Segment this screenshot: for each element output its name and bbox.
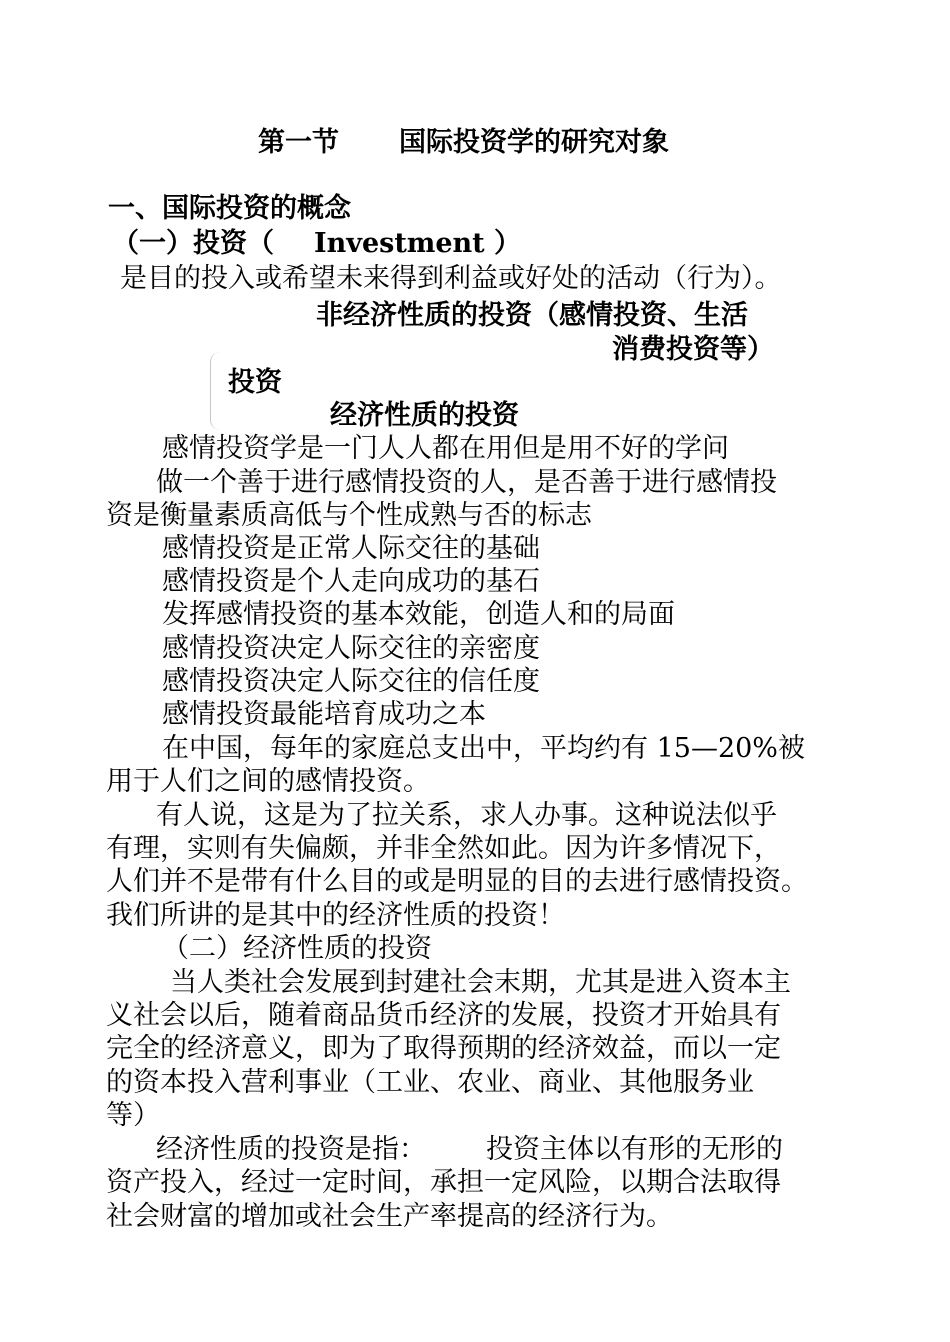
- text-line: 资是衡量素质高低与个性成熟与否的标志: [106, 500, 592, 531]
- section-title-prefix: 第一节: [258, 127, 339, 158]
- diagram-root: 投资: [228, 367, 282, 398]
- section-title: [258, 126, 669, 160]
- diagram-economic: 经济性质的投资: [330, 400, 519, 431]
- definition-para-line-2: 资产投入，经过一定时间，承担一定风险，以期合法取得: [106, 1167, 781, 1198]
- text-line: 义社会以后，随着商品货币经济的发展，投资才开始具有: [106, 1000, 781, 1031]
- text-line: 感情投资决定人际交往的信任度: [162, 666, 540, 697]
- text-line: 等）: [106, 1100, 160, 1131]
- text-line: 用于人们之间的感情投资。: [106, 766, 430, 797]
- text-line: 我们所讲的是其中的经济性质的投资！: [106, 900, 565, 931]
- non-economic-line-1: 非经济性质的投资（感情投资、生活: [316, 300, 748, 331]
- text-line: 有人说，这是为了拉关系，求人办事。这种说法似乎: [156, 800, 777, 831]
- text-line: 感情投资最能培育成功之本: [162, 699, 486, 730]
- text-line: 在中国，每年的家庭总支出中，平均约有 15—20%被: [162, 733, 805, 764]
- subheading-economic: （二）经济性质的投资: [162, 933, 432, 964]
- definition-lead: 经济性质的投资是指：: [156, 1134, 426, 1165]
- text-line: 完全的经济意义，即为了取得预期的经济效益，而以一定: [106, 1033, 781, 1064]
- brace-icon: [210, 352, 223, 430]
- heading-investment-en: Investment ）: [314, 228, 522, 259]
- text-line: 感情投资决定人际交往的亲密度: [162, 633, 540, 664]
- definition-para-line-3: 社会财富的增加或社会生产率提高的经济行为。: [106, 1201, 673, 1232]
- definition-rest: 投资主体以有形的无形的: [486, 1134, 783, 1165]
- definition-para-line-1: [156, 1133, 783, 1167]
- definition-line: 是目的投入或希望未来得到利益或好处的活动（行为）。: [120, 263, 782, 294]
- text-line: 有理，实则有失偏颇，并非全然如此。因为许多情况下，: [106, 833, 781, 864]
- section-title-text: 国际投资学的研究对象: [399, 127, 669, 158]
- text-line: 感情投资学是一门人人都在用但是用不好的学问: [162, 433, 729, 464]
- heading-investment: [112, 227, 521, 261]
- text-line: 感情投资是个人走向成功的基石: [162, 566, 540, 597]
- heading-investment-prefix: （一）投资（: [112, 228, 274, 259]
- text-line: 感情投资是正常人际交往的基础: [162, 533, 540, 564]
- non-economic-line-2: 消费投资等）: [612, 334, 774, 365]
- heading-concept: 一、国际投资的概念: [108, 193, 351, 224]
- text-line: 的资本投入营利事业（工业、农业、商业、其他服务业: [106, 1067, 754, 1098]
- text-line: 人们并不是带有什么目的或是明显的目的去进行感情投资。: [106, 866, 808, 897]
- text-line: 做一个善于进行感情投资的人，是否善于进行感情投: [156, 467, 777, 498]
- text-line: 发挥感情投资的基本效能，创造人和的局面: [162, 599, 675, 630]
- text-line: 当人类社会发展到封建社会末期，尤其是进入资本主: [170, 967, 791, 998]
